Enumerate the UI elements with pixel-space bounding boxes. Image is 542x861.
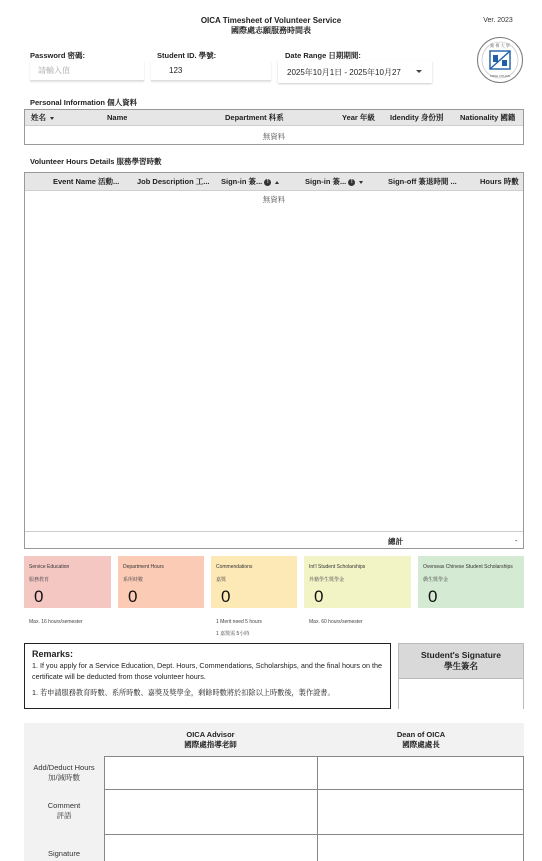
card-department-hours <box>118 556 204 608</box>
col-year[interactable]: Year 年級 <box>342 113 375 122</box>
card-title: Commendations <box>216 564 253 570</box>
student-signature-header <box>399 644 523 678</box>
date-range-value: 2025年10月1日 - 2025年10月27 <box>287 67 401 77</box>
col-chinese-name[interactable]: 姓名 <box>31 110 54 126</box>
personal-info-title: Personal Information 個人資料 <box>30 98 138 107</box>
total-label: 總計 <box>388 537 403 546</box>
sort-asc-icon <box>275 181 279 184</box>
advisor-hours-cell[interactable] <box>104 756 318 790</box>
sort-desc-icon <box>50 117 54 120</box>
chevron-down-icon <box>416 70 422 73</box>
svg-text:MING CHUAN: MING CHUAN <box>490 74 510 78</box>
info-icon[interactable]: ! <box>348 179 355 186</box>
row-label-comment: Comment 評語 <box>47 801 81 820</box>
remarks-line-zh: 1. 若申請服務教育時數、系所時數、嘉獎及獎學金，剩餘時數將於扣除以上時數後，製作證書。 <box>32 688 335 697</box>
password-label: Password 密碼: <box>30 51 86 60</box>
note-commendations: 1 Merit need 5 hours <box>216 619 262 625</box>
row-label-signature: Signature <box>47 849 81 858</box>
sort-desc-icon <box>359 181 363 184</box>
card-title: Int'l Student Scholarships <box>309 564 366 570</box>
date-range-label: Date Range 日期期間: <box>285 51 361 60</box>
card-subtitle: 系所時數 <box>123 577 144 583</box>
note-intl-scholarships: Max. 60 hours/semester <box>309 619 363 625</box>
volunteer-hours-header <box>25 173 523 191</box>
password-input[interactable] <box>30 61 144 81</box>
total-value: - <box>515 536 518 545</box>
volunteer-hours-title: Volunteer Hours Details 服務學習時數 <box>30 157 162 166</box>
col-department[interactable]: Department 科系 <box>225 113 284 122</box>
card-title: Department Hours <box>123 564 164 570</box>
dean-signature-cell[interactable] <box>317 834 524 861</box>
advisor-header <box>104 730 317 750</box>
version-label: Ver. 2023 <box>483 17 513 24</box>
remarks-title: Remarks: <box>32 649 74 659</box>
info-icon[interactable]: ! <box>264 179 271 186</box>
col-sign-in-2[interactable]: Sign-in 簽... ! <box>305 173 363 191</box>
card-overseas-scholarships <box>418 556 524 608</box>
card-title: Service Education <box>29 564 70 570</box>
card-subtitle: 嘉獎 <box>216 577 227 583</box>
personal-info-table <box>24 109 524 145</box>
dean-header <box>318 730 524 750</box>
col-event-name[interactable]: Event Name 活動... <box>53 177 120 186</box>
col-name[interactable]: Name <box>107 113 128 122</box>
dean-hours-cell[interactable] <box>317 756 524 790</box>
svg-text:銘 傳 大 學: 銘 傳 大 學 <box>490 43 510 48</box>
col-hours[interactable]: Hours 時數 <box>480 177 519 186</box>
note-commendations-zh: 1 嘉獎需 5小時 <box>216 631 250 637</box>
approval-table <box>24 723 524 861</box>
advisor-title-en: OICA Advisor <box>186 730 235 739</box>
card-commendations <box>211 556 297 608</box>
dean-title-en: Dean of OICA <box>396 730 446 739</box>
card-value: 0 <box>428 587 438 606</box>
card-value: 0 <box>128 587 138 606</box>
advisor-title-zh: 國際處指導老師 <box>184 740 237 749</box>
col-identity[interactable]: Idendity 身份別 <box>390 113 444 122</box>
remarks-box <box>24 643 391 709</box>
advisor-comment-cell[interactable] <box>104 789 318 835</box>
title-zh: 國際處志願服務時間表 <box>231 26 311 35</box>
remarks-line-en: 1. If you apply for a Service Education, Dept. Hours, Commendations, Scholarships, and the final hours on the certificate will be deducted from those volunteer hours. <box>32 661 382 681</box>
student-signature-area[interactable] <box>399 678 523 710</box>
col-sign-off[interactable]: Sign-off 簽退時間 ... <box>388 177 457 186</box>
signature-title-en: Student's Signature <box>421 650 501 660</box>
card-subtitle: 外籍學生獎學金 <box>309 577 345 583</box>
student-id-input[interactable] <box>151 61 271 81</box>
title-en: OICA Timesheet of Volunteer Service <box>200 16 342 25</box>
dean-title-zh: 國際處處長 <box>402 740 440 749</box>
card-title: Overseas Chinese Student Scholarships <box>423 564 513 570</box>
col-nationality[interactable]: Nationality 國籍 <box>460 113 516 122</box>
page-title <box>130 16 412 36</box>
volunteer-hours-empty: 無資料 <box>262 195 286 204</box>
total-row <box>25 531 523 549</box>
volunteer-hours-table <box>24 172 524 549</box>
card-value: 0 <box>314 587 324 606</box>
card-value: 0 <box>221 587 231 606</box>
student-signature-box <box>398 643 524 709</box>
row-label-hours: Add/Deduct Hours 加/減時數 <box>33 763 95 782</box>
university-logo-icon <box>476 36 524 84</box>
col-sign-in-1[interactable]: Sign-in 簽... ! <box>221 173 279 191</box>
dean-comment-cell[interactable] <box>317 789 524 835</box>
col-job-description[interactable]: Job Description 工... <box>137 177 210 186</box>
personal-info-empty: 無資料 <box>262 132 286 141</box>
card-subtitle: 服務教育 <box>29 577 50 583</box>
personal-info-header <box>25 110 523 126</box>
card-subtitle: 僑生獎學金 <box>423 577 449 583</box>
student-id-label: Student ID. 學號: <box>157 51 217 60</box>
signature-title-zh: 學生簽名 <box>443 661 478 671</box>
note-service-education: Max. 16 hours/semester <box>29 619 83 625</box>
date-range-select[interactable] <box>278 61 432 83</box>
advisor-signature-cell[interactable] <box>104 834 318 861</box>
card-service-education <box>24 556 111 608</box>
card-value: 0 <box>34 587 44 606</box>
card-intl-scholarships <box>304 556 411 608</box>
